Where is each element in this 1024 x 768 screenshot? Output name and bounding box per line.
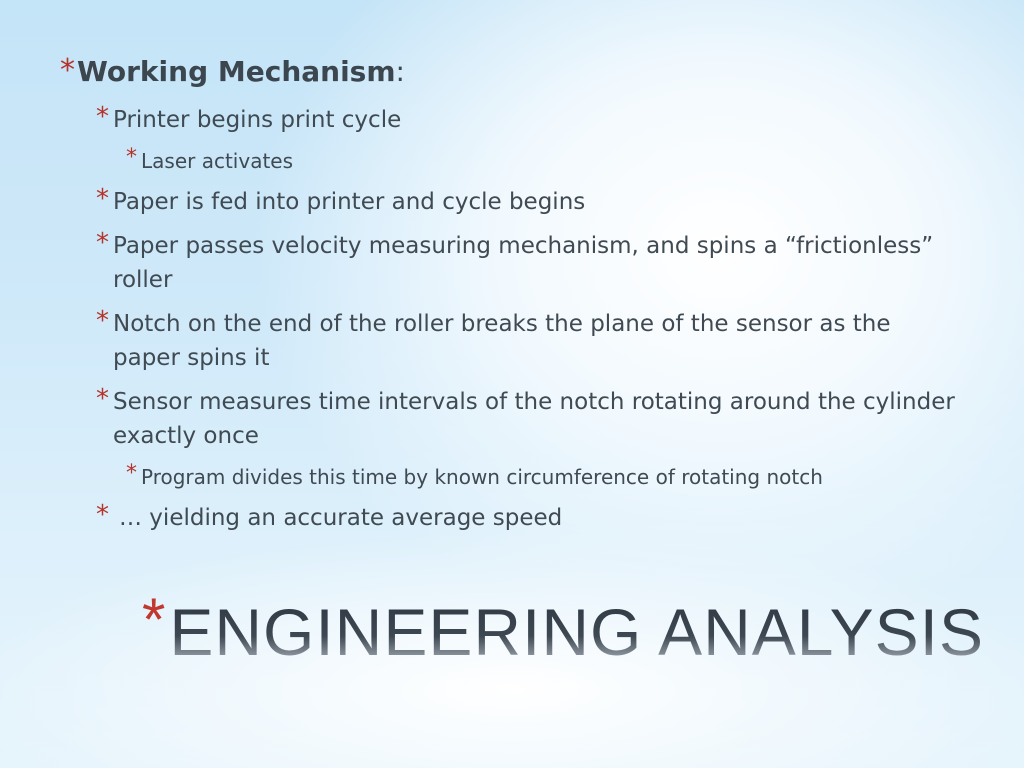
bullet-asterisk-icon: *: [96, 102, 109, 132]
bullet-asterisk-icon: *: [126, 461, 137, 486]
bullet-text: Sensor measures time intervals of the notch rotating around the cylinder exactly once: [113, 389, 955, 449]
bullet-text: Paper passes velocity measuring mechanism, and spins a “frictionless” roller: [113, 233, 934, 293]
bullet-text: Printer begins print cycle: [113, 107, 402, 133]
bullet-text: Paper is fed into printer and cycle begins: [113, 189, 586, 215]
bullet-notch-roller: [96, 307, 960, 375]
bullet-asterisk-icon: *: [96, 184, 109, 214]
bullet-text: Program divides this time by known circumference of rotating notch: [141, 465, 823, 489]
bullet-working-mechanism: [60, 54, 960, 89]
bullet-sensor-measures: [96, 385, 960, 453]
heading-working-mechanism: Working Mechanism: [77, 55, 396, 88]
bullet-asterisk-icon: *: [96, 500, 109, 530]
bullet-asterisk-icon: *: [96, 384, 109, 414]
bullet-text: Notch on the end of the roller breaks the plane of the sensor as the paper spins it: [113, 311, 891, 371]
bullet-asterisk-icon: *: [60, 53, 75, 88]
bullet-text: … yielding an accurate average speed: [119, 505, 563, 531]
heading-colon: :: [395, 55, 405, 88]
bullet-asterisk-icon: *: [96, 228, 109, 258]
bullet-yielding-speed: [96, 501, 960, 535]
title-asterisk-icon: *: [141, 586, 166, 653]
slide-title: [141, 586, 984, 672]
title-text: ENGINEERING ANALYSIS: [169, 592, 984, 672]
bullet-asterisk-icon: *: [96, 306, 109, 336]
bullet-text: Laser activates: [141, 149, 294, 173]
bullet-asterisk-icon: *: [126, 145, 137, 170]
bullet-paper-passes: [96, 229, 960, 297]
bullet-laser-activates: [126, 147, 960, 175]
content-bullet-list: [60, 54, 960, 545]
bullet-paper-fed: [96, 185, 960, 219]
bullet-printer-begins: [96, 103, 960, 137]
bullet-program-divides: [126, 463, 960, 491]
